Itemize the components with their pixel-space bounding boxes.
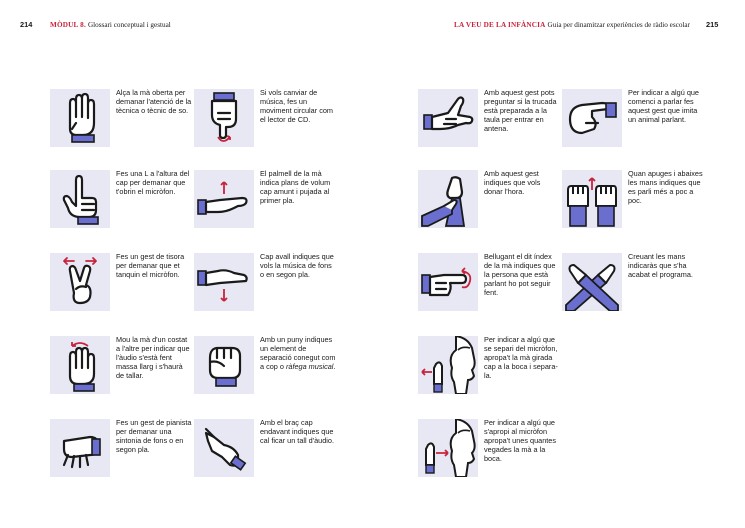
gesture-item bbox=[418, 419, 560, 481]
gesture-description: Per indicar a algú que comenci a parlar fes aquest gest que imita un animal parlant. bbox=[628, 88, 699, 124]
phone-gesture-icon bbox=[418, 89, 478, 147]
gesture-description: Fes una L a l'altura del cap per demanar que t'obrin el micròfon. bbox=[116, 169, 190, 196]
fist-icon bbox=[194, 336, 254, 394]
talking-hand-icon bbox=[562, 89, 622, 147]
gesture-item bbox=[562, 89, 704, 151]
scissors-fingers-icon bbox=[50, 253, 110, 311]
gesture-description: Mou la mà d'un costat a l'altre per indicar que l'àudio s'està fent massa llarg i s'haurà de tallar. bbox=[116, 335, 190, 380]
gesture-text-italic: ràfega musical bbox=[285, 361, 334, 371]
gesture-item bbox=[194, 170, 336, 232]
both-hands-raise-icon bbox=[562, 170, 622, 228]
gesture-description: Quan apuges i abaixes les mans indiques que es parli més a poc a poc. bbox=[628, 169, 703, 205]
module-label: MÒDUL 8. bbox=[50, 21, 86, 29]
hand-to-mouth-away-icon bbox=[418, 336, 478, 394]
page-number-left: 214 bbox=[20, 20, 33, 29]
gesture-text: Amb un puny indiques un element de separació conegut com a cop o bbox=[260, 335, 336, 371]
running-header-left bbox=[50, 20, 171, 29]
crossed-hands-icon bbox=[562, 253, 622, 311]
gesture-description: Creuant les mans indicaràs que s'ha acabat el programa. bbox=[628, 252, 693, 279]
palm-down-lower-icon bbox=[194, 253, 254, 311]
gesture-description: Per indicar a algú que s'apropi al micròfon apropa't unes quantes vegades la mà a la boca. bbox=[484, 418, 556, 463]
gesture-item bbox=[418, 89, 560, 151]
gesture-item bbox=[418, 170, 560, 232]
gesture-description: Fes un gest de tisora per demanar que et tanquin el micròfon. bbox=[116, 252, 185, 279]
gesture-text-end: . bbox=[333, 361, 336, 371]
palm-up-raise-icon bbox=[194, 170, 254, 228]
gesture-description: Per indicar a algú que se separi del micròfon, apropa't la mà girada cap a la boca i separa-la. bbox=[484, 335, 558, 380]
gesture-item bbox=[194, 419, 336, 481]
gesture-description: Fes un gest de pianista per demanar una sintonia de fons o en segon pla. bbox=[116, 418, 192, 454]
pianist-hand-icon bbox=[50, 419, 110, 477]
gesture-item bbox=[50, 253, 192, 315]
gesture-item bbox=[50, 336, 192, 398]
raised-open-hand-icon bbox=[50, 89, 110, 147]
l-shape-hand-icon bbox=[50, 170, 110, 228]
gesture-item bbox=[562, 170, 704, 232]
gesture-item bbox=[194, 336, 336, 398]
circular-finger-icon bbox=[194, 89, 254, 147]
hand-to-mouth-closer-icon bbox=[418, 419, 478, 477]
gesture-item bbox=[50, 419, 192, 481]
chapter-title: Glossari conceptual i gestual bbox=[87, 21, 171, 29]
gesture-description: El palmell de la mà indica plans de volum cap amunt i pujada al primer pla. bbox=[260, 169, 331, 205]
gesture-item bbox=[418, 253, 560, 315]
pointing-down-arm-icon bbox=[194, 419, 254, 477]
gesture-description: Si vols canviar de música, fes un moviment circular com el lector de CD. bbox=[260, 88, 333, 124]
gesture-description: Cap avall indiques que vols la música de fons o en segon pla. bbox=[260, 252, 334, 279]
waving-hand-icon bbox=[50, 336, 110, 394]
gesture-item bbox=[562, 253, 704, 315]
gesture-item bbox=[194, 253, 336, 315]
gesture-description bbox=[260, 336, 336, 372]
running-header-right bbox=[454, 20, 690, 29]
gesture-description: Bellugant el dit índex de la mà indiques que la persona que està parlant ho pot seguir fent. bbox=[484, 252, 556, 297]
wrist-watch-icon bbox=[418, 170, 478, 228]
gesture-description: Amb aquest gest pots preguntar si la trucada està preparada a la taula per entrar en antena. bbox=[484, 88, 557, 133]
gesture-item bbox=[418, 336, 560, 398]
book-subtitle: Guia per dinamitzar experiències de ràdio escolar bbox=[547, 21, 691, 29]
finger-wiggle-icon bbox=[418, 253, 478, 311]
gesture-description: Amb aquest gest indiques que vols donar l'hora. bbox=[484, 169, 541, 196]
book-title: LA VEU DE LA INFÀNCIA bbox=[454, 21, 546, 29]
gesture-description: Amb el braç cap endavant indiques que cal ficar un tall d'àudio. bbox=[260, 418, 334, 445]
gesture-item bbox=[50, 89, 192, 151]
gesture-item bbox=[194, 89, 336, 151]
gesture-description: Alça la mà oberta per demanar l'atenció de la tècnica o tècnic de so. bbox=[116, 88, 192, 115]
page-number-right: 215 bbox=[706, 20, 719, 29]
gesture-item bbox=[50, 170, 192, 232]
